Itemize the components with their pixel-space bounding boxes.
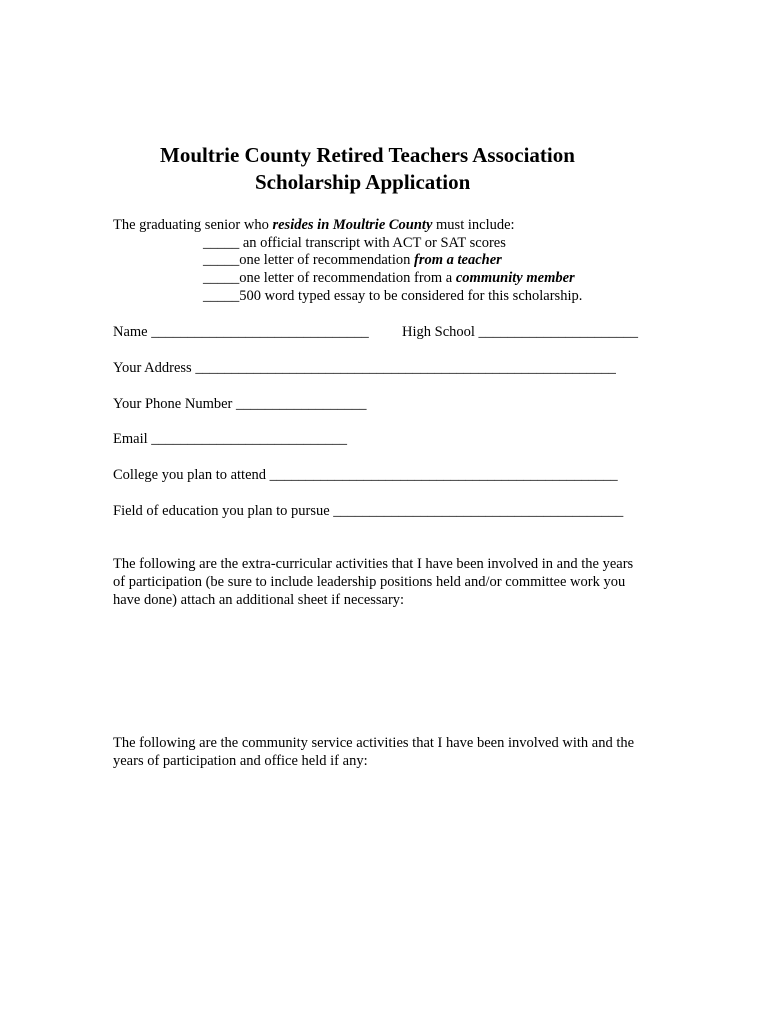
high-school-field[interactable]: High School ______________________ [402, 324, 639, 340]
intro-prefix: The graduating senior who [113, 217, 273, 233]
requirement-text: _____ an official transcript with ACT or SAT scores [203, 235, 506, 251]
requirement-essay [203, 287, 582, 305]
requirement-text: _____one letter of recommendation [203, 252, 414, 268]
paragraph-line: of participation (be sure to include leadership positions held and/or committee work you [113, 574, 626, 590]
extracurricular-paragraph [113, 555, 673, 609]
requirement-emphasis: community member [455, 270, 575, 286]
requirement-emphasis: from a teacher [414, 252, 502, 268]
requirement-transcript [203, 234, 506, 252]
phone-field[interactable]: Your Phone Number __________________ [113, 396, 367, 412]
requirement-text: _____500 word typed essay to be considered for this scholarship. [203, 288, 583, 304]
name-field[interactable]: Name ______________________________ [113, 324, 369, 340]
paragraph-line: years of participation and office held if any: [113, 753, 368, 769]
page-title: Moultrie County Retired Teachers Association [160, 143, 575, 167]
intro-text [113, 216, 515, 234]
requirement-teacher-letter [203, 251, 502, 269]
page-subtitle: Scholarship Application [255, 170, 471, 194]
intro-emphasis: resides in Moultrie County [272, 217, 433, 233]
requirement-text: _____one letter of recommendation from a [203, 270, 456, 286]
community-service-paragraph [113, 734, 673, 770]
paragraph-line: The following are the community service activities that I have been involved with and the [113, 735, 635, 751]
paragraph-line: The following are the extra-curricular activities that I have been involved in and the years [113, 556, 634, 572]
requirement-community-letter [203, 269, 575, 287]
field-of-education-field[interactable]: Field of education you plan to pursue ________________________________________ [113, 503, 624, 519]
address-field[interactable]: Your Address __________________________________________________________ [113, 360, 616, 376]
intro-suffix: must include: [432, 217, 515, 233]
email-field[interactable]: Email ___________________________ [113, 431, 348, 447]
paragraph-line: have done) attach an additional sheet if necessary: [113, 592, 405, 608]
college-field[interactable]: College you plan to attend ________________________________________________ [113, 467, 618, 483]
